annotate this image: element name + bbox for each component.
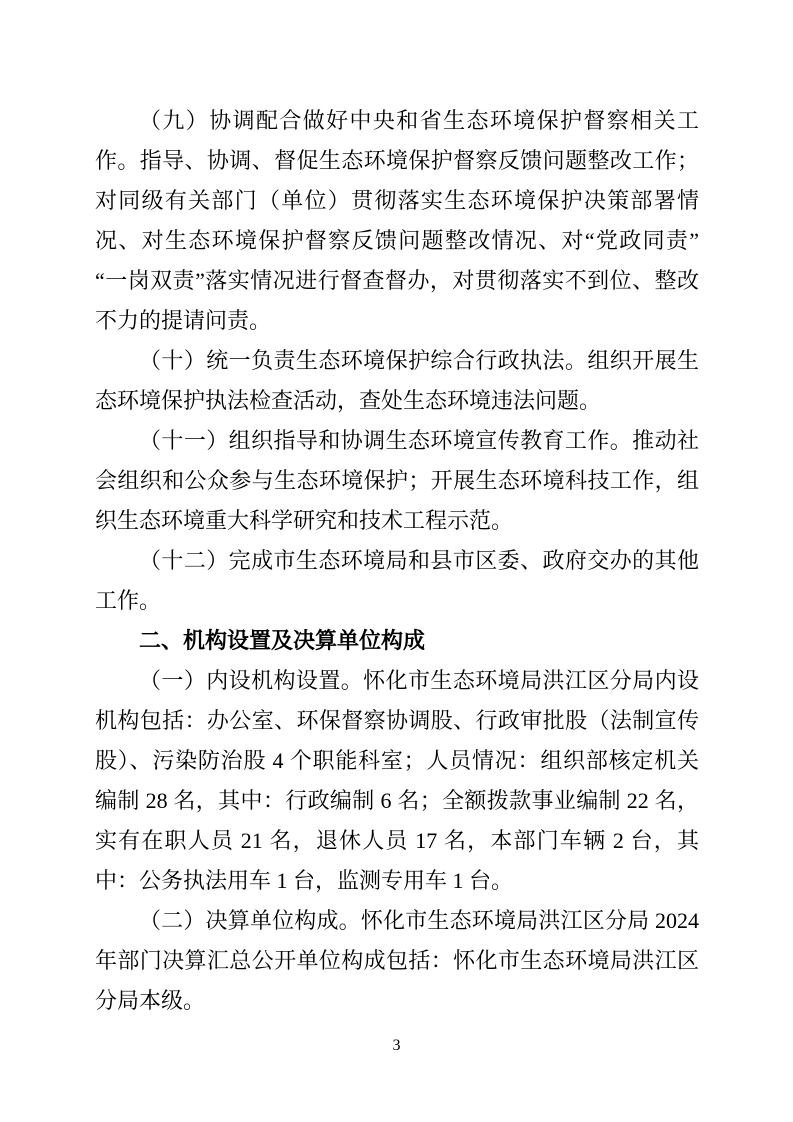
paragraph-duty-9: （九）协调配合做好中央和省生态环境保护督察相关工作。指导、协调、督促生态环境保护督察反馈问题整改工作；对同级有关部门（单位）贯彻落实生态环境保护决策部署情况、对生态环境保护督察反馈问题整改情况、对“党政同责” “一岗双责”落实情况进行督查督办，对贯彻落实不到位、整改不力的提请问责。: [95, 108, 699, 333]
page-number: 3: [392, 1037, 401, 1054]
paragraph-duty-10: （十）统一负责生态环境保护综合行政执法。组织开展生态环境保护执法检查活动，查处生态环境违法问题。: [95, 348, 699, 413]
paragraph-duty-12: （十二）完成市生态环境局和县市区委、政府交办的其他工作。: [95, 548, 699, 613]
paragraph-unit-composition: （二）决算单位构成。怀化市生态环境局洪江区分局 2024 年部门决算汇总公开单位构成包括：怀化市生态环境局洪江区分局本级。: [95, 908, 699, 1013]
section-heading-organization: 二、机构设置及决算单位构成: [139, 628, 426, 653]
document-body: [95, 101, 699, 1021]
paragraph-duty-11: （十一）组织指导和协调生态环境宣传教育工作。推动社会组织和公众参与生态环境保护；开展生态环境科技工作，组织生态环境重大科学研究和技术工程示范。: [95, 428, 699, 533]
paragraph-internal-structure: （一）内设机构设置。怀化市生态环境局洪江区分局内设机构包括：办公室、环保督察协调股、行政审批股（法制宣传股）、污染防治股 4 个职能科室；人员情况：组织部核定机关编制 28 名，其中：行政编制 6 名；全额拨款事业编制 22 名，实有在职人员 21 名，退休人员 17 名，本部门车辆 2 台，其中：公务执法用车 1 台，监测专用车 1 台。: [95, 668, 699, 893]
